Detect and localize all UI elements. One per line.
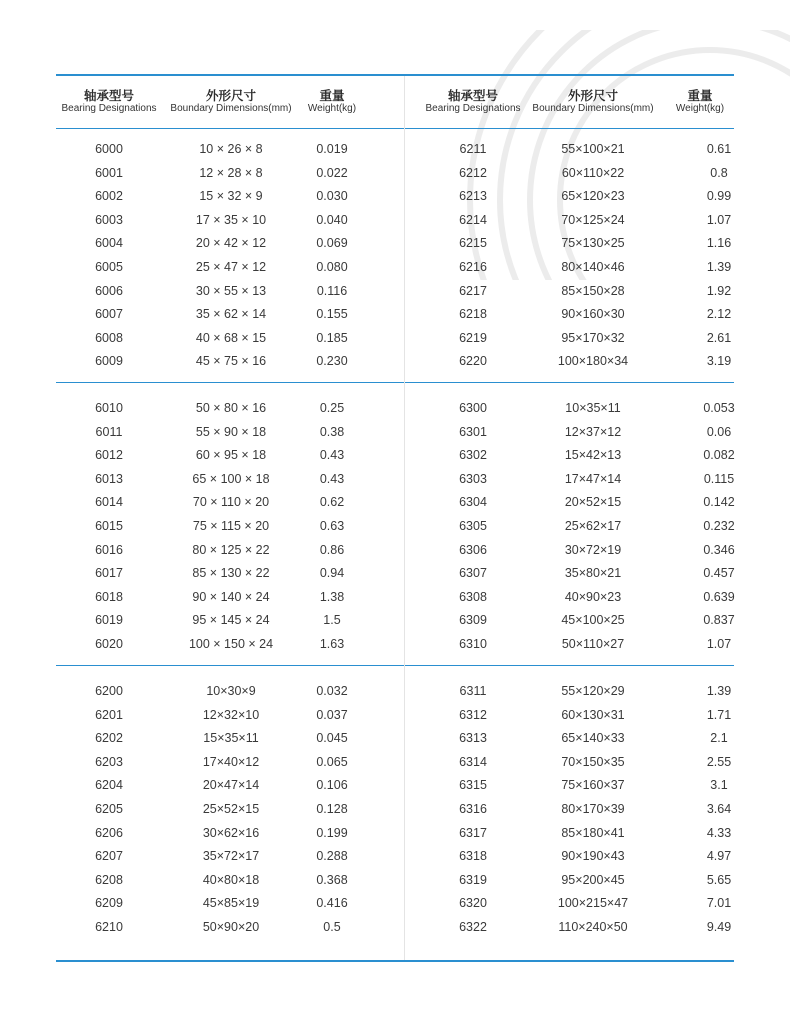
dimensions-cell: 95×200×45 (561, 872, 625, 887)
dimensions-cell: 85 × 130 × 22 (192, 566, 270, 581)
weight-cell: 4.97 (706, 849, 732, 864)
dimensions-cell: 70×150×35 (561, 754, 625, 769)
table-row (408, 469, 756, 489)
weight-cell: 0.128 (316, 802, 348, 816)
dimensions-cell: 10 × 26 × 8 (199, 142, 263, 156)
header-en: Weight(kg) (307, 103, 357, 115)
dimensions-cell: 10×35×11 (565, 401, 621, 415)
dimensions-cell: 15×42×13 (564, 448, 622, 463)
table-row (408, 422, 756, 442)
bearing-code-cell: 6210 (95, 920, 123, 934)
table-row (56, 587, 404, 607)
weight-cell: 0.040 (316, 212, 348, 227)
weight-cell: 0.045 (316, 731, 348, 746)
bearing-code-cell: 6009 (95, 354, 123, 369)
weight-cell: 0.106 (316, 778, 348, 793)
table-row (408, 516, 756, 536)
dimensions-cell: 90 × 140 × 24 (192, 589, 270, 604)
dimensions-cell: 25×52×15 (202, 802, 260, 816)
bearing-code-cell: 6317 (459, 825, 487, 840)
header-cn: 重量 (687, 89, 713, 103)
weight-cell: 0.43 (319, 471, 345, 486)
table-row (408, 492, 756, 512)
weight-cell: 0.288 (316, 849, 348, 864)
dimensions-cell: 85×150×28 (561, 283, 625, 298)
bearing-code-cell: 6014 (95, 495, 123, 510)
bearing-code-cell: 6313 (459, 731, 487, 746)
bearing-code-cell: 6308 (459, 589, 487, 604)
bearing-code-cell: 6019 (95, 613, 123, 628)
table-row (408, 917, 756, 937)
bearing-code-cell: 6201 (95, 707, 123, 722)
dimensions-cell: 17×47×14 (564, 471, 622, 486)
table-row (56, 304, 404, 324)
table-row (408, 304, 756, 324)
table-row (56, 328, 404, 348)
col-header-weight (670, 90, 730, 115)
bearing-code-cell: 6203 (95, 754, 123, 769)
weight-cell: 0.86 (319, 542, 345, 557)
table-row (56, 516, 404, 536)
bearing-code-cell: 6322 (459, 920, 487, 934)
table-row (408, 610, 756, 630)
table-row (408, 563, 756, 583)
weight-cell: 0.06 (706, 424, 732, 439)
bearing-code-cell: 6215 (459, 236, 487, 251)
weight-cell: 1.39 (706, 684, 732, 698)
dimensions-cell: 80×170×39 (561, 802, 625, 816)
table-row (408, 634, 756, 654)
weight-cell: 1.39 (706, 260, 732, 274)
weight-cell: 2.1 (710, 731, 728, 746)
weight-cell: 0.8 (710, 165, 728, 180)
weight-cell: 0.416 (316, 896, 348, 911)
top-rule (56, 74, 734, 76)
bearing-code-cell: 6310 (459, 637, 487, 651)
table-row (56, 233, 404, 253)
weight-cell: 5.65 (706, 872, 732, 887)
table-row (408, 163, 756, 183)
weight-cell: 0.94 (319, 566, 345, 581)
dimensions-cell: 40×90×23 (564, 589, 622, 604)
dimensions-cell: 75×130×25 (561, 236, 625, 251)
dimensions-cell: 25×62×17 (564, 519, 622, 533)
bearing-code-cell: 6214 (459, 212, 487, 227)
bearing-code-cell: 6013 (95, 471, 123, 486)
table-row (408, 281, 756, 301)
dimensions-cell: 60×130×31 (561, 707, 625, 722)
table-row (56, 823, 404, 843)
weight-cell: 0.080 (316, 260, 348, 274)
weight-cell: 0.99 (706, 189, 732, 204)
weight-cell: 2.61 (706, 330, 732, 345)
dimensions-cell: 90×160×30 (561, 307, 625, 322)
dimensions-cell: 15 × 32 × 9 (199, 189, 263, 204)
dimensions-cell: 100×215×47 (557, 896, 629, 911)
weight-cell: 0.639 (703, 589, 735, 604)
group-divider-1 (56, 382, 734, 383)
weight-cell: 1.38 (319, 589, 345, 604)
header-en: Bearing Designations (425, 103, 521, 115)
table-row (408, 398, 756, 418)
weight-cell: 0.069 (316, 236, 348, 251)
table-row (408, 445, 756, 465)
table-row (408, 823, 756, 843)
table-row (408, 257, 756, 277)
weight-cell: 0.030 (316, 189, 348, 204)
bearing-code-cell: 6306 (459, 542, 487, 557)
weight-cell: 3.19 (706, 354, 732, 369)
dimensions-cell: 65 × 100 × 18 (192, 471, 270, 486)
dimensions-cell: 12×32×10 (202, 707, 260, 722)
weight-cell: 0.022 (316, 165, 348, 180)
dimensions-cell: 100×180×34 (557, 354, 629, 369)
column-divider (404, 76, 405, 960)
bearing-code-cell: 6208 (95, 872, 123, 887)
weight-cell: 3.64 (706, 802, 732, 816)
dimensions-cell: 95 × 145 × 24 (192, 613, 270, 628)
weight-cell: 0.837 (703, 613, 735, 628)
table-row (56, 563, 404, 583)
table-row (56, 846, 404, 866)
table-row (56, 422, 404, 442)
weight-cell: 7.01 (706, 896, 732, 911)
header-cn: 外形尺寸 (205, 89, 256, 103)
bearing-code-cell: 6007 (95, 307, 123, 322)
bearing-code-cell: 6200 (95, 684, 123, 698)
table-row (56, 469, 404, 489)
bearing-code-cell: 6305 (459, 519, 487, 533)
table-row (408, 705, 756, 725)
table-row (408, 775, 756, 795)
weight-cell: 0.63 (319, 519, 345, 533)
dimensions-cell: 65×140×33 (561, 731, 625, 746)
bearing-code-cell: 6307 (459, 566, 487, 581)
bearing-code-cell: 6001 (95, 165, 123, 180)
table-row (56, 610, 404, 630)
weight-cell: 0.61 (706, 142, 732, 156)
weight-cell: 0.142 (703, 495, 735, 510)
bearing-code-cell: 6316 (459, 802, 487, 816)
table-row (56, 870, 404, 890)
weight-cell: 0.065 (316, 754, 348, 769)
col-header-designation (418, 90, 528, 115)
dimensions-cell: 12×37×12 (564, 424, 622, 439)
dimensions-cell: 85×180×41 (561, 825, 625, 840)
dimensions-cell: 17×40×12 (202, 754, 260, 769)
bearing-code-cell: 6003 (95, 212, 123, 227)
weight-cell: 0.5 (323, 920, 341, 934)
weight-cell: 0.019 (316, 142, 348, 156)
table-row (56, 445, 404, 465)
bearing-code-cell: 6213 (459, 189, 487, 204)
table-row (56, 893, 404, 913)
dimensions-cell: 55×120×29 (561, 684, 625, 698)
bearing-code-cell: 6220 (459, 354, 487, 369)
dimensions-cell: 45 × 75 × 16 (195, 354, 267, 369)
bearing-code-cell: 6217 (459, 283, 487, 298)
col-header-dimensions (528, 90, 658, 115)
weight-cell: 0.368 (316, 872, 348, 887)
table-row (56, 705, 404, 725)
weight-cell: 0.037 (316, 707, 348, 722)
dimensions-cell: 10×30×9 (206, 684, 256, 698)
bearing-code-cell: 6017 (95, 566, 123, 581)
weight-cell: 0.199 (316, 825, 348, 840)
table-row (56, 775, 404, 795)
dimensions-cell: 50 × 80 × 16 (195, 401, 267, 415)
bearing-code-cell: 6219 (459, 330, 487, 345)
weight-cell: 0.43 (319, 448, 345, 463)
weight-cell: 1.5 (323, 613, 341, 628)
table-row (408, 728, 756, 748)
dimensions-cell: 100 × 150 × 24 (188, 637, 274, 651)
bearing-code-cell: 6004 (95, 236, 123, 251)
bearing-code-cell: 6008 (95, 330, 123, 345)
weight-cell: 0.457 (703, 566, 735, 581)
dimensions-cell: 60×110×22 (561, 165, 625, 180)
dimensions-cell: 20×52×15 (564, 495, 622, 510)
weight-cell: 0.116 (316, 283, 348, 298)
col-header-designation (56, 90, 162, 115)
weight-cell: 0.115 (703, 471, 735, 486)
bearing-code-cell: 6018 (95, 589, 123, 604)
table-row (56, 540, 404, 560)
bearing-code-cell: 6314 (459, 754, 487, 769)
header-en: Boundary Dimensions(mm) (532, 103, 654, 115)
bearing-code-cell: 6205 (95, 802, 123, 816)
bearing-code-cell: 6300 (459, 401, 487, 415)
dimensions-cell: 30×62×16 (202, 825, 260, 840)
dimensions-cell: 80 × 125 × 22 (192, 542, 270, 557)
col-header-dimensions (168, 90, 294, 115)
weight-cell: 3.1 (710, 778, 728, 793)
table-row (56, 398, 404, 418)
weight-cell: 2.55 (706, 754, 732, 769)
group-divider-2 (56, 665, 734, 666)
bearing-code-cell: 6204 (95, 778, 123, 793)
dimensions-cell: 17 × 35 × 10 (195, 212, 267, 227)
dimensions-cell: 30×72×19 (564, 542, 622, 557)
table-row (408, 893, 756, 913)
dimensions-cell: 55×100×21 (561, 142, 625, 156)
dimensions-cell: 25 × 47 × 12 (195, 260, 267, 274)
bearing-code-cell: 6312 (459, 707, 487, 722)
bearing-code-cell: 6304 (459, 495, 487, 510)
weight-cell: 0.346 (703, 542, 735, 557)
table-row (56, 917, 404, 937)
bearing-code-cell: 6319 (459, 872, 487, 887)
dimensions-cell: 70×125×24 (561, 212, 625, 227)
table-row (408, 681, 756, 701)
dimensions-cell: 20 × 42 × 12 (195, 236, 267, 251)
bearing-code-cell: 6211 (459, 142, 487, 156)
bearing-code-cell: 6002 (95, 189, 123, 204)
table-row (56, 210, 404, 230)
weight-cell: 1.07 (706, 637, 732, 651)
weight-cell: 0.230 (316, 354, 348, 369)
table-row (408, 351, 756, 371)
weight-cell: 1.63 (319, 637, 345, 651)
bearing-code-cell: 6010 (95, 401, 123, 415)
weight-cell: 0.082 (703, 448, 735, 463)
bearing-code-cell: 6318 (459, 849, 487, 864)
table-row (56, 492, 404, 512)
bearing-code-cell: 6020 (95, 637, 123, 651)
dimensions-cell: 45×100×25 (561, 613, 625, 628)
dimensions-cell: 55 × 90 × 18 (195, 424, 267, 439)
table-row (56, 799, 404, 819)
dimensions-cell: 90×190×43 (561, 849, 625, 864)
table-row (408, 587, 756, 607)
table-row (408, 210, 756, 230)
header-cn: 轴承型号 (83, 89, 134, 103)
dimensions-cell: 20×47×14 (202, 778, 260, 793)
weight-cell: 1.16 (706, 236, 732, 251)
table-row (56, 351, 404, 371)
dimensions-cell: 40 × 68 × 15 (195, 330, 267, 345)
weight-cell: 0.232 (703, 519, 735, 533)
table-row (408, 846, 756, 866)
bearing-code-cell: 6012 (95, 448, 123, 463)
bearing-code-cell: 6207 (95, 849, 123, 864)
bearing-code-cell: 6320 (459, 896, 487, 911)
bearing-code-cell: 6303 (459, 471, 487, 486)
table-row (408, 186, 756, 206)
table-row (56, 728, 404, 748)
dimensions-cell: 40×80×18 (202, 872, 260, 887)
bearing-code-cell: 6218 (459, 307, 487, 322)
dimensions-cell: 70 × 110 × 20 (192, 495, 270, 510)
bearing-code-cell: 6302 (459, 448, 487, 463)
weight-cell: 0.155 (316, 307, 348, 322)
dimensions-cell: 15×35×11 (203, 731, 259, 746)
weight-cell: 1.92 (706, 283, 732, 298)
weight-cell: 9.49 (706, 920, 732, 934)
bearing-code-cell: 6216 (459, 260, 487, 274)
col-header-weight (302, 90, 362, 115)
bearing-code-cell: 6209 (95, 896, 123, 911)
bearing-code-cell: 6309 (459, 613, 487, 628)
bearing-code-cell: 6005 (95, 260, 123, 274)
dimensions-cell: 80×140×46 (561, 260, 625, 274)
table-row (56, 257, 404, 277)
bearing-code-cell: 6311 (459, 684, 487, 698)
table-row (408, 139, 756, 159)
bearing-code-cell: 6212 (459, 165, 487, 180)
weight-cell: 0.38 (319, 424, 345, 439)
bearing-code-cell: 6315 (459, 778, 487, 793)
table-row (408, 328, 756, 348)
dimensions-cell: 60 × 95 × 18 (195, 448, 267, 463)
table-row (408, 870, 756, 890)
header-cn: 轴承型号 (447, 89, 498, 103)
dimensions-cell: 35×80×21 (564, 566, 622, 581)
dimensions-cell: 110×240×50 (558, 920, 628, 934)
table-row (408, 233, 756, 253)
table-row (408, 799, 756, 819)
bearing-code-cell: 6015 (95, 519, 123, 533)
header-en: Bearing Designations (61, 103, 157, 115)
dimensions-cell: 50×110×27 (561, 637, 625, 651)
weight-cell: 1.71 (706, 707, 732, 722)
table-row (56, 681, 404, 701)
bearing-code-cell: 6000 (95, 142, 123, 156)
table-row (408, 540, 756, 560)
dimensions-cell: 12 × 28 × 8 (199, 165, 263, 180)
header-en: Boundary Dimensions(mm) (170, 103, 292, 115)
weight-cell: 0.032 (316, 684, 348, 698)
bearing-code-cell: 6006 (95, 283, 123, 298)
dimensions-cell: 65×120×23 (561, 189, 625, 204)
weight-cell: 4.33 (706, 825, 732, 840)
table-row (56, 186, 404, 206)
bearing-code-cell: 6301 (459, 424, 487, 439)
dimensions-cell: 75×160×37 (561, 778, 625, 793)
weight-cell: 0.25 (319, 401, 345, 415)
dimensions-cell: 75 × 115 × 20 (192, 519, 270, 533)
table-row (56, 752, 404, 772)
table-row (56, 281, 404, 301)
header-en: Weight(kg) (675, 103, 725, 115)
weight-cell: 0.053 (703, 401, 735, 415)
header-rule (56, 128, 734, 129)
table-row (56, 634, 404, 654)
bearing-code-cell: 6206 (95, 825, 123, 840)
dimensions-cell: 95×170×32 (561, 330, 625, 345)
dimensions-cell: 30 × 55 × 13 (195, 283, 267, 298)
weight-cell: 0.62 (319, 495, 345, 510)
table-row (408, 752, 756, 772)
bearing-code-cell: 6011 (95, 424, 123, 439)
table-row (56, 163, 404, 183)
bearing-code-cell: 6202 (95, 731, 123, 746)
dimensions-cell: 35×72×17 (202, 849, 260, 864)
weight-cell: 2.12 (706, 307, 732, 322)
table-row (56, 139, 404, 159)
dimensions-cell: 50×90×20 (202, 920, 260, 934)
dimensions-cell: 35 × 62 × 14 (195, 307, 267, 322)
dimensions-cell: 45×85×19 (202, 896, 260, 911)
bearing-code-cell: 6016 (95, 542, 123, 557)
bottom-rule (56, 960, 734, 962)
weight-cell: 0.185 (316, 330, 348, 345)
header-cn: 外形尺寸 (567, 89, 618, 103)
header-cn: 重量 (319, 89, 345, 103)
weight-cell: 1.07 (706, 212, 732, 227)
